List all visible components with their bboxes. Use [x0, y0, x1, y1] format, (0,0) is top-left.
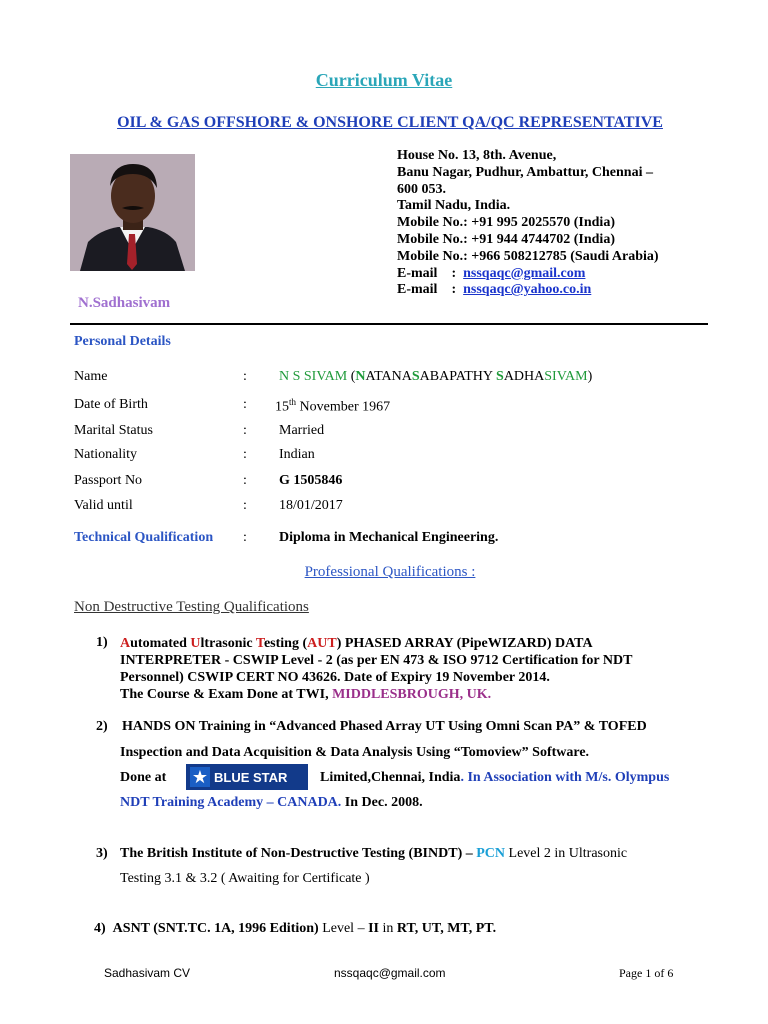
name-part: ADHA	[503, 369, 545, 384]
section-divider	[70, 323, 708, 325]
name-initial: S	[496, 369, 504, 384]
qualification-item-3	[120, 846, 627, 862]
text: in	[378, 921, 397, 936]
text: ltrasonic	[200, 636, 256, 651]
text: The Course & Exam Done at TWI,	[120, 687, 333, 702]
address-line: Tamil Nadu, India.	[397, 198, 511, 214]
blue-star-logo	[186, 764, 308, 790]
dob-label: Date of Birth	[74, 397, 148, 412]
email-separator: :	[451, 265, 457, 281]
address-line: House No. 13, 8th. Avenue,	[397, 148, 557, 163]
association-text: . In Association with M/s. Olympus	[460, 770, 670, 785]
marital-label: Marital Status	[74, 423, 153, 438]
text: ASNT (SNT.TC. 1A, 1996 Edition)	[112, 921, 319, 936]
text: ) PHASED ARRAY (PipeWIZARD) DATA	[336, 636, 593, 651]
address-line: Banu Nagar, Pudhur, Ambattur, Chennai –	[397, 164, 653, 180]
dob-rest: November 1967	[296, 399, 391, 415]
qualification-item-4	[94, 921, 496, 937]
colon: :	[243, 530, 247, 545]
text: II	[368, 921, 379, 936]
text: RT, UT, MT, PT.	[396, 921, 497, 936]
colon: :	[243, 498, 247, 513]
colon: :	[243, 473, 247, 488]
valid-value: 18/01/2017	[279, 498, 343, 513]
nationality-value: Indian	[279, 447, 315, 462]
passport-value: G 1505846	[279, 473, 343, 488]
footer-left: Sadhasivam CV	[104, 966, 191, 980]
footer-center: nssqaqc@gmail.com	[334, 966, 446, 980]
footer-page-number: Page 1 of 6	[619, 966, 674, 980]
valid-label: Valid until	[74, 498, 133, 513]
item1-line	[120, 686, 632, 703]
text: The British Institute of Non-Destructive Testing (BINDT) –	[120, 846, 477, 861]
name-open: (	[350, 369, 356, 384]
academy-text: NDT Training Academy – CANADA.	[120, 795, 342, 810]
email-separator: :	[451, 282, 457, 298]
qualification-item-1	[120, 635, 632, 703]
colon: :	[243, 423, 247, 438]
item1-line	[120, 635, 632, 652]
item2-line	[120, 795, 423, 811]
item-number: 1)	[96, 635, 108, 650]
item-number: 3)	[96, 846, 108, 861]
name-label: Name	[74, 369, 108, 384]
candidate-name: N.Sadhasivam	[78, 295, 171, 311]
email-row	[397, 282, 659, 299]
done-at-label: Done at	[120, 770, 167, 785]
item1-line: Personnel) CSWIP CERT NO 43626. Date of Expiry 19 November 2014.	[120, 670, 550, 685]
text: esting (	[263, 636, 308, 651]
item-number: 2)	[96, 719, 108, 734]
portrait-image	[70, 154, 195, 271]
passport-label: Passport No	[74, 473, 143, 488]
email-row	[397, 266, 659, 283]
tech-qual-value: Diploma in Mechanical Engineering.	[279, 530, 499, 545]
document-subtitle: OIL & GAS OFFSHORE & ONSHORE CLIENT QA/QC REPRESENTATIVE	[117, 114, 663, 131]
document-title: Curriculum Vitae	[315, 70, 453, 90]
contact-block	[397, 148, 659, 299]
item2-line: HANDS ON Training in “Advanced Phased Array UT Using Omni Scan PA” & TOFED	[122, 719, 647, 734]
email-link-gmail[interactable]: nssqaqc@gmail.com	[463, 265, 586, 281]
logo-text: BLUE STAR	[214, 769, 288, 785]
tech-qual-label: Technical Qualification	[74, 530, 214, 545]
name-initial: S	[411, 369, 420, 384]
email-label: E-mail	[397, 265, 438, 281]
name-part: ATANA	[365, 369, 412, 384]
colon: :	[243, 369, 247, 384]
colon: :	[243, 447, 247, 462]
ndt-heading: Non Destructive Testing Qualifications	[74, 599, 309, 615]
email-label: E-mail	[397, 282, 438, 298]
item-number: 4)	[94, 921, 106, 936]
mobile-number: Mobile No.: +91 995 2025570 (India)	[397, 215, 615, 231]
nationality-label: Nationality	[74, 447, 137, 462]
personal-details-heading: Personal Details	[74, 334, 171, 349]
professional-qualifications-heading: Professional Qualifications :	[304, 564, 476, 580]
pcn-abbrev: PCN	[476, 846, 506, 861]
name-close: )	[587, 369, 593, 384]
text: Level –	[318, 921, 369, 936]
letter-highlight: U	[190, 636, 201, 651]
mobile-number: Mobile No.: +91 944 4744702 (India)	[397, 231, 615, 247]
item2-line	[320, 770, 669, 786]
item2-line: Inspection and Data Acquisition & Data Analysis Using “Tomoview” Software.	[120, 745, 590, 760]
name-initial: N	[355, 369, 366, 384]
name-part: SIVAM	[544, 369, 588, 384]
item1-line: INTERPRETER - CSWIP Level - 2 (as per EN 473 & ISO 9712 Certification for NDT	[120, 653, 633, 668]
letter-highlight: T	[255, 636, 264, 651]
mobile-number: Mobile No.: +966 508212785 (Saudi Arabia)	[397, 248, 659, 264]
text: Limited,Chennai, India	[320, 770, 461, 785]
marital-value: Married	[279, 423, 325, 438]
dob-day: 15	[275, 399, 289, 415]
location-highlight: MIDDLESBROUGH, UK.	[332, 687, 492, 702]
item3-line: Testing 3.1 & 3.2 ( Awaiting for Certificate )	[120, 871, 370, 886]
name-short: N S SIVAM	[279, 369, 348, 384]
text: In Dec. 2008.	[341, 795, 423, 810]
letter-highlight: A	[120, 636, 131, 651]
text: utomated	[130, 636, 191, 651]
address-line: 600 053.	[397, 181, 446, 197]
dob-suffix: th	[289, 397, 297, 407]
text: Level 2 in Ultrasonic	[505, 846, 628, 861]
profile-photo	[70, 154, 195, 271]
aut-abbrev: AUT	[307, 636, 337, 651]
email-link-yahoo[interactable]: nssqaqc@yahoo.co.in	[463, 282, 592, 298]
name-value	[279, 369, 592, 385]
dob-value	[275, 397, 390, 416]
star-icon: ★	[191, 767, 209, 787]
name-part: ABAPATHY	[419, 369, 497, 384]
colon: :	[243, 397, 247, 412]
